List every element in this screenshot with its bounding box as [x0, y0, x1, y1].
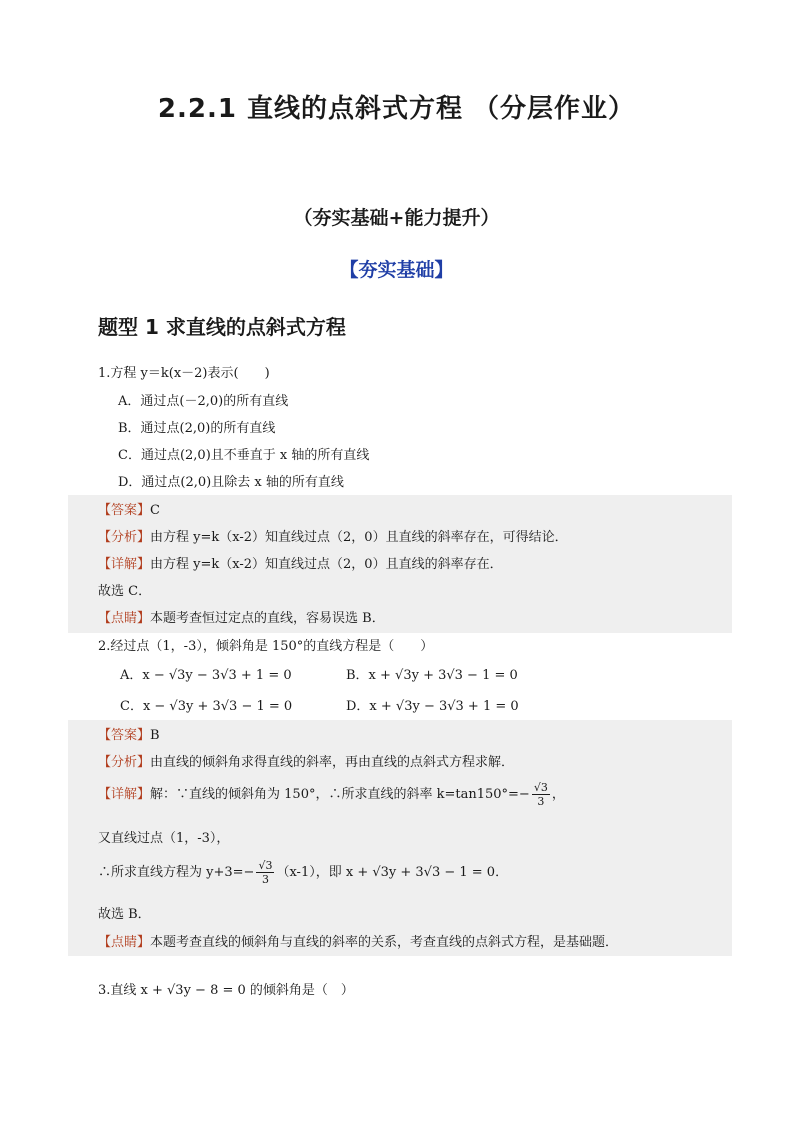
answer-tag: 【答案】: [98, 503, 151, 518]
slope-fraction: [532, 781, 550, 808]
q1-stem: 1.方程 y＝k(x－2)表示( ): [98, 366, 270, 381]
q1-option-d: D．通过点(2,0)且除去 x 轴的所有直线: [118, 475, 344, 490]
comment-text: 本题考查直线的倾斜角与直线的斜率的关系，考查直线的点斜式方程，是基础题．: [150, 935, 619, 950]
q1-option-c: C．通过点(2,0)且不垂直于 x 轴的所有直线: [118, 448, 370, 463]
detail-text: 由方程 y=k（x-2）知直线过点（2，0）且直线的斜率存在．: [150, 557, 503, 572]
q2-detail: [98, 781, 565, 808]
q1-choose: 故选 C．: [98, 584, 152, 599]
q2-stem: 2.经过点（1，-3），倾斜角是 150°的直线方程是（ ）: [98, 639, 434, 654]
q2-equation: [98, 859, 508, 886]
section-tag: 【夯实基础】: [339, 259, 454, 281]
analysis-text: 由方程 y=k（x-2）知直线过点（2，0）且直线的斜率存在，可得结论．: [150, 530, 568, 545]
q2-option-c: C．x − √3y + 3√3 − 1 = 0: [120, 699, 293, 714]
analysis-tag: 【分析】: [98, 530, 151, 545]
q1-comment: [98, 607, 385, 626]
q3-stem: 3.直线 x + √3y − 8 = 0 的倾斜角是（ ）: [98, 983, 354, 998]
type-heading: 题型 1 求直线的点斜式方程: [98, 315, 346, 339]
comment-text: 本题考查恒过定点的直线，容易误选 B．: [150, 611, 385, 626]
q1-answer: [98, 499, 160, 518]
q2-option-d: D．x + √3y − 3√3 + 1 = 0: [346, 699, 519, 714]
fraction-numerator: √3: [533, 781, 548, 794]
q2-answer: [98, 724, 160, 743]
analysis-tag: 【分析】: [98, 755, 151, 770]
answer-value: B: [150, 728, 160, 743]
q1-option-a: A．通过点(－2,0)的所有直线: [118, 394, 289, 409]
analysis-text: 由直线的倾斜角求得直线的斜率，再由直线的点斜式方程求解．: [150, 755, 515, 770]
equation-pre: ∴所求直线方程为 y+3=−: [98, 865, 255, 880]
slope-fraction: [256, 859, 274, 886]
fraction-denominator: 3: [537, 795, 545, 808]
q1-analysis: [98, 526, 568, 545]
q2-pass-point: 又直线过点（1，-3），: [98, 831, 230, 846]
page-title: 2.2.1 直线的点斜式方程 （分层作业）: [157, 94, 636, 124]
detail-tag: 【详解】: [98, 787, 151, 802]
answer-value: C: [150, 503, 160, 518]
answer-tag: 【答案】: [98, 728, 151, 743]
q1-option-b: B．通过点(2,0)的所有直线: [118, 421, 276, 436]
comment-tag: 【点睛】: [98, 611, 151, 626]
subtitle: （夯实基础+能力提升）: [293, 207, 500, 229]
fraction-denominator: 3: [261, 873, 269, 886]
detail-tag: 【详解】: [98, 557, 151, 572]
q2-analysis: [98, 751, 514, 770]
q1-detail: [98, 553, 503, 572]
q2-option-b: B．x + √3y + 3√3 − 1 = 0: [346, 668, 518, 683]
detail-post: ，: [551, 787, 565, 802]
equation-mid: （x-1），即 x + √3y + 3√3 − 1 = 0．: [276, 865, 509, 880]
detail-text: 解：∵直线的倾斜角为 150°，∴所求直线的斜率 k=tan150°=−: [150, 787, 530, 802]
q2-choose: 故选 B．: [98, 907, 151, 922]
q2-option-a: A．x − √3y − 3√3 + 1 = 0: [120, 668, 292, 683]
q2-comment: [98, 931, 618, 950]
fraction-numerator: √3: [258, 859, 273, 872]
comment-tag: 【点睛】: [98, 935, 151, 950]
